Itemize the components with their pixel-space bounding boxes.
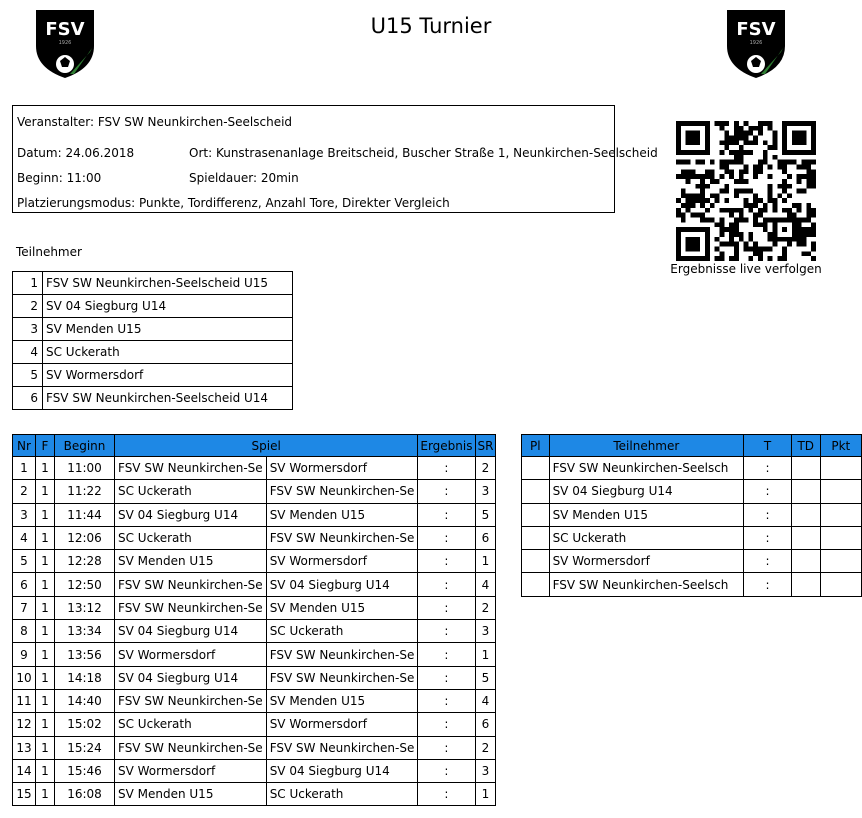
game-away-team: FSV SW Neunkirchen-Se xyxy=(266,480,418,503)
standing-place xyxy=(522,457,550,480)
game-home-team: SV Wormersdorf xyxy=(115,643,267,666)
game-start: 12:50 xyxy=(55,573,115,596)
game-field: 1 xyxy=(36,713,55,736)
game-start: 11:44 xyxy=(55,503,115,526)
game-result[interactable]: : xyxy=(418,666,475,689)
game-row xyxy=(13,457,496,480)
game-referee: 1 xyxy=(475,783,496,806)
game-field: 1 xyxy=(36,666,55,689)
game-result[interactable]: : xyxy=(418,783,475,806)
game-result[interactable]: : xyxy=(418,713,475,736)
game-referee: 6 xyxy=(475,713,496,736)
tournament-info-box xyxy=(12,105,658,213)
standings-header-row xyxy=(522,435,862,457)
game-referee: 4 xyxy=(475,573,496,596)
game-start: 12:28 xyxy=(55,550,115,573)
game-result[interactable]: : xyxy=(418,457,475,480)
game-result[interactable]: : xyxy=(418,573,475,596)
page-title: U15 Turnier xyxy=(370,14,492,38)
game-result[interactable]: : xyxy=(418,736,475,759)
game-away-team: SV Wormersdorf xyxy=(266,550,418,573)
game-row xyxy=(13,643,496,666)
game-referee: 3 xyxy=(475,759,496,782)
game-row xyxy=(13,573,496,596)
game-row xyxy=(13,713,496,736)
game-field: 1 xyxy=(36,759,55,782)
svg-text:1926: 1926 xyxy=(749,40,763,46)
game-number: 3 xyxy=(13,503,36,526)
game-referee: 3 xyxy=(475,480,496,503)
game-away-team: SV Wormersdorf xyxy=(266,457,418,480)
game-row xyxy=(13,620,496,643)
game-home-team: SC Uckerath xyxy=(115,480,267,503)
game-row xyxy=(13,666,496,689)
game-number: 13 xyxy=(13,736,36,759)
col-nr: Nr xyxy=(13,435,36,457)
schedule-table xyxy=(12,434,496,806)
game-number: 8 xyxy=(13,620,36,643)
col-points: Pkt xyxy=(820,435,861,457)
standing-goals: : xyxy=(744,550,792,573)
standing-goal-diff xyxy=(791,573,820,596)
standing-points xyxy=(820,457,861,480)
game-referee: 5 xyxy=(475,503,496,526)
col-team: Teilnehmer xyxy=(549,435,744,457)
col-goal-diff: TD xyxy=(791,435,820,457)
game-start: 12:06 xyxy=(55,526,115,549)
game-start: 15:02 xyxy=(55,713,115,736)
game-result[interactable]: : xyxy=(418,689,475,712)
game-away-team: SV 04 Siegburg U14 xyxy=(266,573,418,596)
standings-row xyxy=(522,526,862,549)
col-game: Spiel xyxy=(115,435,418,457)
col-place: Pl xyxy=(522,435,550,457)
game-away-team: SC Uckerath xyxy=(266,620,418,643)
game-away-team: SC Uckerath xyxy=(266,783,418,806)
standing-goals: : xyxy=(744,526,792,549)
col-field: F xyxy=(36,435,55,457)
game-result[interactable]: : xyxy=(418,759,475,782)
game-away-team: SV Menden U15 xyxy=(266,596,418,619)
game-row xyxy=(13,503,496,526)
game-start: 11:00 xyxy=(55,457,115,480)
participant-number: 4 xyxy=(13,341,43,364)
game-number: 2 xyxy=(13,480,36,503)
game-result[interactable]: : xyxy=(418,643,475,666)
game-start: 16:08 xyxy=(55,783,115,806)
standing-points xyxy=(820,480,861,503)
svg-text:FSV: FSV xyxy=(736,19,776,40)
svg-text:FSV: FSV xyxy=(45,19,85,40)
game-start: 14:40 xyxy=(55,689,115,712)
standing-place xyxy=(522,480,550,503)
game-field: 1 xyxy=(36,550,55,573)
game-row xyxy=(13,550,496,573)
game-field: 1 xyxy=(36,526,55,549)
game-start: 14:18 xyxy=(55,666,115,689)
participants-table xyxy=(12,271,293,410)
game-number: 7 xyxy=(13,596,36,619)
participant-name: SV Menden U15 xyxy=(43,318,293,341)
duration-text: Spieldauer: 20min xyxy=(189,171,299,185)
standing-place xyxy=(522,573,550,596)
game-row xyxy=(13,689,496,712)
game-field: 1 xyxy=(36,480,55,503)
standing-points xyxy=(820,550,861,573)
standing-goal-diff xyxy=(791,550,820,573)
participant-row xyxy=(13,295,293,318)
game-away-team: SV Wormersdorf xyxy=(266,713,418,736)
date-text: Datum: 24.06.2018 xyxy=(17,146,135,160)
game-home-team: SC Uckerath xyxy=(115,713,267,736)
standings-row xyxy=(522,457,862,480)
game-away-team: FSV SW Neunkirchen-Se xyxy=(266,736,418,759)
game-home-team: SV 04 Siegburg U14 xyxy=(115,666,267,689)
participants-heading: Teilnehmer xyxy=(16,245,82,259)
game-number: 10 xyxy=(13,666,36,689)
game-row xyxy=(13,596,496,619)
standing-team: SV Wormersdorf xyxy=(549,550,744,573)
game-away-team: FSV SW Neunkirchen-Se xyxy=(266,666,418,689)
game-field: 1 xyxy=(36,689,55,712)
game-result[interactable]: : xyxy=(418,620,475,643)
game-row xyxy=(13,783,496,806)
game-home-team: FSV SW Neunkirchen-Se xyxy=(115,573,267,596)
participant-row xyxy=(13,364,293,387)
game-result[interactable]: : xyxy=(418,596,475,619)
game-number: 9 xyxy=(13,643,36,666)
standing-team: SC Uckerath xyxy=(549,526,744,549)
game-field: 1 xyxy=(36,573,55,596)
game-row xyxy=(13,736,496,759)
standing-points xyxy=(820,503,861,526)
game-result[interactable]: : xyxy=(418,550,475,573)
game-referee: 2 xyxy=(475,736,496,759)
participant-name: FSV SW Neunkirchen-Seelscheid U14 xyxy=(43,387,293,410)
game-start: 13:56 xyxy=(55,643,115,666)
game-field: 1 xyxy=(36,503,55,526)
col-goals: T xyxy=(744,435,792,457)
col-result: Ergebnis xyxy=(418,435,475,457)
standing-goal-diff xyxy=(791,457,820,480)
game-home-team: FSV SW Neunkirchen-Se xyxy=(115,689,267,712)
game-home-team: SV Wormersdorf xyxy=(115,759,267,782)
qr-code[interactable] xyxy=(676,121,816,261)
standing-place xyxy=(522,526,550,549)
participant-number: 1 xyxy=(13,272,43,295)
game-result[interactable]: : xyxy=(418,480,475,503)
location-text: Ort: Kunstrasenanlage Breitscheid, Buscher Straße 1, Neunkirchen-Seelscheid xyxy=(189,146,658,160)
game-home-team: FSV SW Neunkirchen-Se xyxy=(115,596,267,619)
game-home-team: FSV SW Neunkirchen-Se xyxy=(115,736,267,759)
game-number: 6 xyxy=(13,573,36,596)
qr-code-icon xyxy=(676,121,816,261)
game-home-team: SV 04 Siegburg U14 xyxy=(115,620,267,643)
game-home-team: SV 04 Siegburg U14 xyxy=(115,503,267,526)
standing-team: SV 04 Siegburg U14 xyxy=(549,480,744,503)
game-start: 15:46 xyxy=(55,759,115,782)
game-start: 13:12 xyxy=(55,596,115,619)
standing-goals: : xyxy=(744,503,792,526)
game-away-team: SV Menden U15 xyxy=(266,503,418,526)
participant-name: FSV SW Neunkirchen-Seelscheid U15 xyxy=(43,272,293,295)
standing-place xyxy=(522,550,550,573)
standing-team: SV Menden U15 xyxy=(549,503,744,526)
standings-row xyxy=(522,503,862,526)
schedule-header-row xyxy=(13,435,496,457)
game-field: 1 xyxy=(36,620,55,643)
participant-number: 3 xyxy=(13,318,43,341)
game-referee: 2 xyxy=(475,457,496,480)
game-referee: 6 xyxy=(475,526,496,549)
game-start: 15:24 xyxy=(55,736,115,759)
game-number: 14 xyxy=(13,759,36,782)
participant-number: 5 xyxy=(13,364,43,387)
game-referee: 2 xyxy=(475,596,496,619)
standing-goal-diff xyxy=(791,526,820,549)
game-home-team: FSV SW Neunkirchen-Se xyxy=(115,457,267,480)
participant-row xyxy=(13,318,293,341)
participant-name: SV 04 Siegburg U14 xyxy=(43,295,293,318)
game-referee: 1 xyxy=(475,643,496,666)
game-home-team: SV Menden U15 xyxy=(115,783,267,806)
game-start: 11:22 xyxy=(55,480,115,503)
standings-row xyxy=(522,550,862,573)
game-field: 1 xyxy=(36,643,55,666)
game-result[interactable]: : xyxy=(418,526,475,549)
game-row xyxy=(13,526,496,549)
game-away-team: SV Menden U15 xyxy=(266,689,418,712)
game-row xyxy=(13,480,496,503)
game-number: 4 xyxy=(13,526,36,549)
game-result[interactable]: : xyxy=(418,503,475,526)
game-away-team: FSV SW Neunkirchen-Se xyxy=(266,526,418,549)
game-number: 11 xyxy=(13,689,36,712)
game-away-team: FSV SW Neunkirchen-Se xyxy=(266,643,418,666)
organizer-text: Veranstalter: FSV SW Neunkirchen-Seelscheid xyxy=(17,115,293,129)
standing-goal-diff xyxy=(791,503,820,526)
participant-number: 6 xyxy=(13,387,43,410)
participant-row xyxy=(13,272,293,295)
col-begin: Beginn xyxy=(55,435,115,457)
game-referee: 3 xyxy=(475,620,496,643)
standing-place xyxy=(522,503,550,526)
game-number: 15 xyxy=(13,783,36,806)
participant-name: SV Wormersdorf xyxy=(43,364,293,387)
standing-goals: : xyxy=(744,573,792,596)
col-referee: SR xyxy=(475,435,496,457)
qr-caption: Ergebnisse live verfolgen xyxy=(670,262,822,276)
game-number: 5 xyxy=(13,550,36,573)
standing-goal-diff xyxy=(791,480,820,503)
standings-row xyxy=(522,573,862,596)
game-field: 1 xyxy=(36,783,55,806)
standing-team: FSV SW Neunkirchen-Seelsch xyxy=(549,457,744,480)
standing-team: FSV SW Neunkirchen-Seelsch xyxy=(549,573,744,596)
game-referee: 4 xyxy=(475,689,496,712)
game-row xyxy=(13,759,496,782)
participant-row xyxy=(13,341,293,364)
game-number: 1 xyxy=(13,457,36,480)
game-referee: 1 xyxy=(475,550,496,573)
game-home-team: SC Uckerath xyxy=(115,526,267,549)
standings-table xyxy=(521,434,862,597)
game-field: 1 xyxy=(36,457,55,480)
standing-goals: : xyxy=(744,480,792,503)
game-start: 13:34 xyxy=(55,620,115,643)
ranking-mode-text: Platzierungsmodus: Punkte, Tordifferenz, Anzahl Tore, Direkter Vergleich xyxy=(17,196,450,210)
game-referee: 5 xyxy=(475,666,496,689)
standing-points xyxy=(820,526,861,549)
standing-goals: : xyxy=(744,457,792,480)
standing-points xyxy=(820,573,861,596)
game-field: 1 xyxy=(36,596,55,619)
participant-name: SC Uckerath xyxy=(43,341,293,364)
game-away-team: SV 04 Siegburg U14 xyxy=(266,759,418,782)
game-field: 1 xyxy=(36,736,55,759)
start-time-text: Beginn: 11:00 xyxy=(17,171,102,185)
standings-row xyxy=(522,480,862,503)
game-home-team: SV Menden U15 xyxy=(115,550,267,573)
svg-text:1926: 1926 xyxy=(58,40,72,46)
participant-number: 2 xyxy=(13,295,43,318)
game-number: 12 xyxy=(13,713,36,736)
participant-row xyxy=(13,387,293,410)
